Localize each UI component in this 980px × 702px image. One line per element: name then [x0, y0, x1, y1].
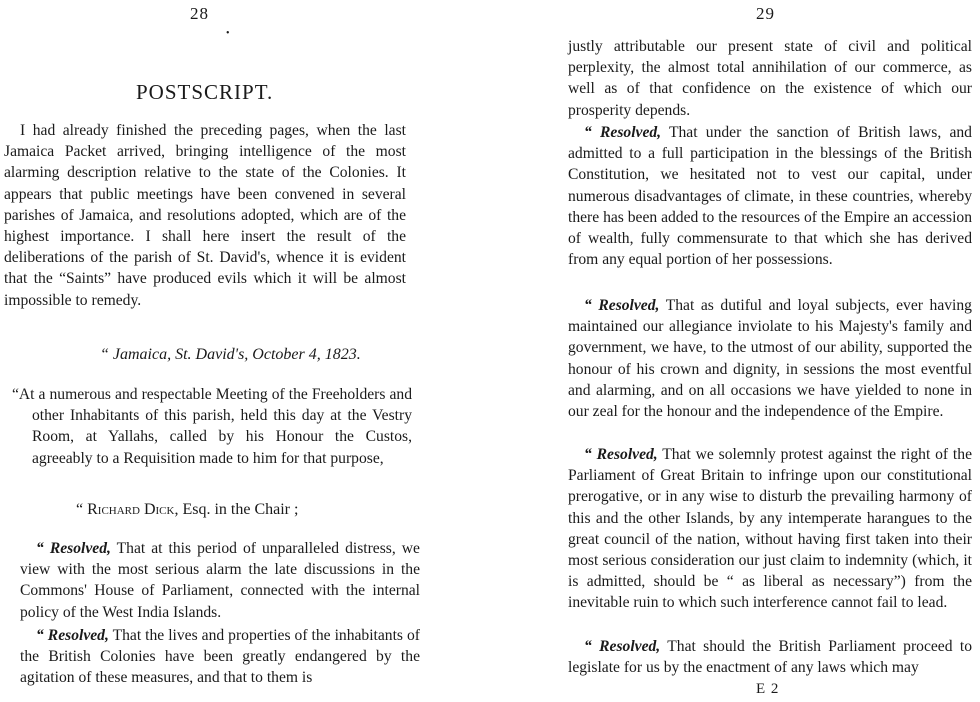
postscript-heading: POSTSCRIPT. [136, 80, 274, 104]
resolved-label: “ Resolved, [584, 297, 660, 314]
resolved-label: “ Resolved, [36, 540, 111, 557]
print-speck: • [226, 28, 230, 39]
chair-line [76, 499, 298, 520]
signature-mark: E 2 [756, 681, 780, 697]
resolution-text: That as dutiful and loyal subjects, ever having maintained our allegiance inviolate to his Majesty's family and government, we have, to the utmost of our ability, supported the honour of his crown and dignity, in sessions the most eventful and alarming, and on all occasions we have yielded to none in our zeal for the honour and the independence of the Empire. [568, 297, 972, 421]
resolved-label: “ Resolved, [584, 446, 658, 463]
intro-paragraph: I had already finished the preceding pages, when the last Jamaica Packet arrived, bringing intelligence of the most alarming description relative to the state of the Colonies. It appears that public meetings have been convened in several parishes of Jamaica, and resolutions adopted, which are of the highest importance. I shall here insert the result of the deliberations of the parish of St. David's, whence it is evident that the “Saints” have produced evils which it will be almost impossible to remedy. [4, 122, 406, 309]
resolution-text: That at this period of unparalleled distress, we view with the most serious alarm the late discussions in the Commons' House of Parliament, connected with the internal policy of the West India Islands. [20, 540, 420, 621]
resolution-text: That should the British Parliament proceed to legislate for us by the enactment of any laws which may [568, 638, 972, 677]
resolution-paragraph [568, 636, 972, 678]
left-page [0, 0, 422, 702]
right-page [560, 0, 980, 702]
resolution-paragraph [20, 625, 420, 689]
resolution-paragraph [568, 444, 972, 614]
resolution-paragraph [568, 122, 972, 270]
resolution-paragraph [20, 538, 420, 623]
resolution-text: That the lives and properties of the inhabitants of the British Colonies have been greatly endangered by the agitation of these measures, and that to them is [20, 627, 420, 687]
resolution-text: That we solemnly protest against the right of the Parliament of Great Britain to infringe upon our constitutional prerogative, or in any wise to disturb the prevailing harmony of this and the other Islands, by any intemperate harangues to the great council of the nation, without having first taken into their most serious consideration our just claim to indemnity (which, it is admitted, should be “ as liberal as necessary”) from the inevitable ruin to which such interference cannot fail to lead. [568, 446, 972, 612]
chair-name: Richard Dick [87, 501, 175, 518]
resolved-label: “ Resolved, [584, 124, 662, 141]
meeting-paragraph: “At a numerous and respectable Meeting of the Freeholders and other Inhabitants of this parish, held this day at the Vestry Room, at Yallahs, called by his Honour the Custos, agreeably to a Requisition made to him for that purpose, [12, 386, 412, 467]
chair-suffix: , Esq. in the Chair ; [174, 501, 299, 518]
page-number: 28 [190, 4, 209, 23]
resolved-label: “ Resolved, [584, 638, 661, 655]
resolution-paragraph [568, 295, 972, 422]
resolution-text: That under the sanction of British laws, and admitted to a full participation in the blessings of the British Constitution, we hesitated not to vest our capital, under numerous disadvantages of climate, in these countries, whereby there has been added to the resources of the Empire an accession of wealth, fully commensurate to that which she has derived from any equal portion of her possessions. [568, 124, 972, 269]
chair-prefix: “ [76, 501, 88, 518]
continuation-paragraph: justly attributable our present state of civil and political perplexity, the almost total annihilation of our commerce, as well as of that confidence on the existence of which our prosperity depends. [568, 38, 972, 119]
resolved-label: “ Resolved, [36, 627, 109, 644]
dateline: “ Jamaica, St. David's, October 4, 1823. [100, 346, 361, 363]
page-number: 29 [756, 4, 775, 23]
